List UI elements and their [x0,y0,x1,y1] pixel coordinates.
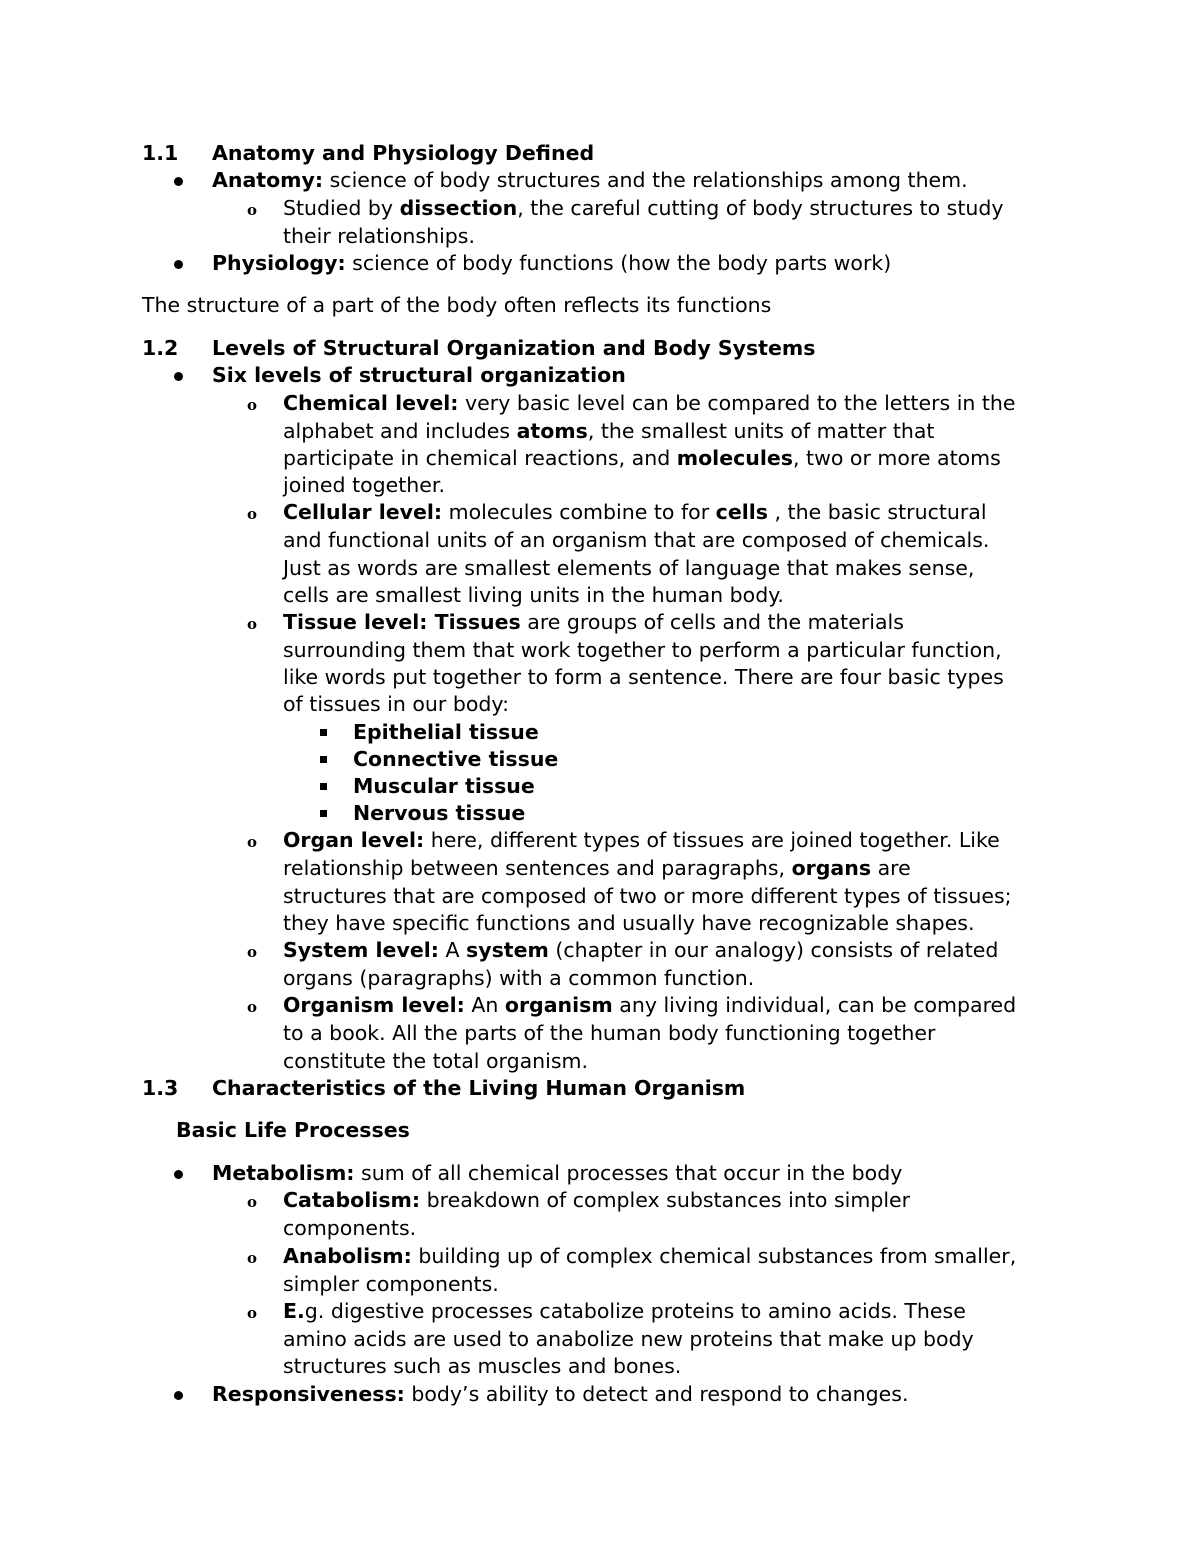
list-item-continuation: simpler components. [283,1272,499,1296]
tissue-type-item: Epithelial tissue [353,720,539,744]
list-item-continuation: Just as words are smallest elements of language that makes sense, [283,556,975,580]
list-item-continuation: to a book. All the parts of the human body functioning together [283,1021,936,1045]
section-title: Characteristics of the Living Human Organism [212,1076,746,1100]
tissue-type-item: Connective tissue [353,747,559,771]
list-item-continuation: participate in chemical reactions, and molecules, two or more atoms [283,446,1001,470]
circle-bullet-icon: o [247,1193,258,1211]
list-item-continuation: like words put together to form a sentence. There are four basic types [283,665,1004,689]
square-bullet-icon [320,783,327,790]
circle-bullet-icon: o [247,201,258,219]
section-number: 1.2 [142,336,179,360]
list-item: Organism level: An organism any living individual, can be compared [283,993,1017,1017]
list-item-continuation: relationship between sentences and paragraphs, organs are [283,856,911,880]
list-item-continuation: constitute the total organism. [283,1049,589,1073]
list-item: Anatomy: science of body structures and the relationships among them. [212,168,968,192]
list-item-continuation: amino acids are used to anabolize new proteins that make up body [283,1327,974,1351]
list-item: Organ level: here, different types of tissues are joined together. Like [283,828,1000,852]
square-bullet-icon [320,810,327,817]
circle-bullet-icon: o [247,396,258,414]
list-item: Chemical level: very basic level can be compared to the letters in the [283,391,1016,415]
list-item: Six levels of structural organization [212,363,626,387]
list-item: System level: A system (chapter in our analogy) consists of related [283,938,999,962]
list-item-continuation: cells are smallest living units in the human body. [283,583,784,607]
list-item-continuation: organs (paragraphs) with a common function. [283,966,755,990]
list-item-continuation: components. [283,1216,417,1240]
list-item-continuation: surrounding them that work together to perform a particular function, [283,638,1002,662]
circle-bullet-icon: o [247,505,258,523]
tissue-type-item: Nervous tissue [353,801,526,825]
bullet-icon [174,372,183,381]
list-item: Catabolism: breakdown of complex substances into simpler [283,1188,911,1212]
bullet-icon [174,1170,183,1179]
square-bullet-icon [320,729,327,736]
list-item-continuation: they have specific functions and usually have recognizable shapes. [283,911,975,935]
list-item-continuation: alphabet and includes atoms, the smallest units of matter that [283,419,935,443]
subheading: Basic Life Processes [176,1118,410,1142]
circle-bullet-icon: o [247,943,258,961]
list-item: Cellular level: molecules combine to for cells , the basic structural [283,500,987,524]
circle-bullet-icon: o [247,833,258,851]
tissue-type-item: Muscular tissue [353,774,535,798]
list-item-continuation: joined together. [283,473,445,497]
list-item: E.g. digestive processes catabolize proteins to amino acids. These [283,1299,966,1323]
bullet-icon [174,260,183,269]
list-item: Anabolism: building up of complex chemical substances from smaller, [283,1244,1017,1268]
circle-bullet-icon: o [247,1304,258,1322]
list-item: Tissue level: Tissues are groups of cells and the materials [283,610,904,634]
square-bullet-icon [320,756,327,763]
list-item-continuation: and functional units of an organism that are composed of chemicals. [283,528,990,552]
section-number: 1.1 [142,141,179,165]
list-item: Studied by dissection, the careful cutting of body structures to study [283,196,1004,220]
bullet-icon [174,177,183,186]
bullet-icon [174,1391,183,1400]
paragraph: The structure of a part of the body often reflects its functions [142,293,772,317]
list-item: Physiology: science of body functions (how the body parts work) [212,251,892,275]
list-item: Responsiveness: body’s ability to detect and respond to changes. [212,1382,909,1406]
section-number: 1.3 [142,1076,179,1100]
circle-bullet-icon: o [247,615,258,633]
list-item-continuation: structures such as muscles and bones. [283,1354,682,1378]
section-title: Levels of Structural Organization and Body Systems [212,336,816,360]
circle-bullet-icon: o [247,998,258,1016]
list-item-continuation: their relationships. [283,224,475,248]
list-item-continuation: structures that are composed of two or more different types of tissues; [283,884,1012,908]
list-item: Metabolism: sum of all chemical processes that occur in the body [212,1161,903,1185]
list-item-continuation: of tissues in our body: [283,692,509,716]
circle-bullet-icon: o [247,1249,258,1267]
section-title: Anatomy and Physiology Defined [212,141,595,165]
